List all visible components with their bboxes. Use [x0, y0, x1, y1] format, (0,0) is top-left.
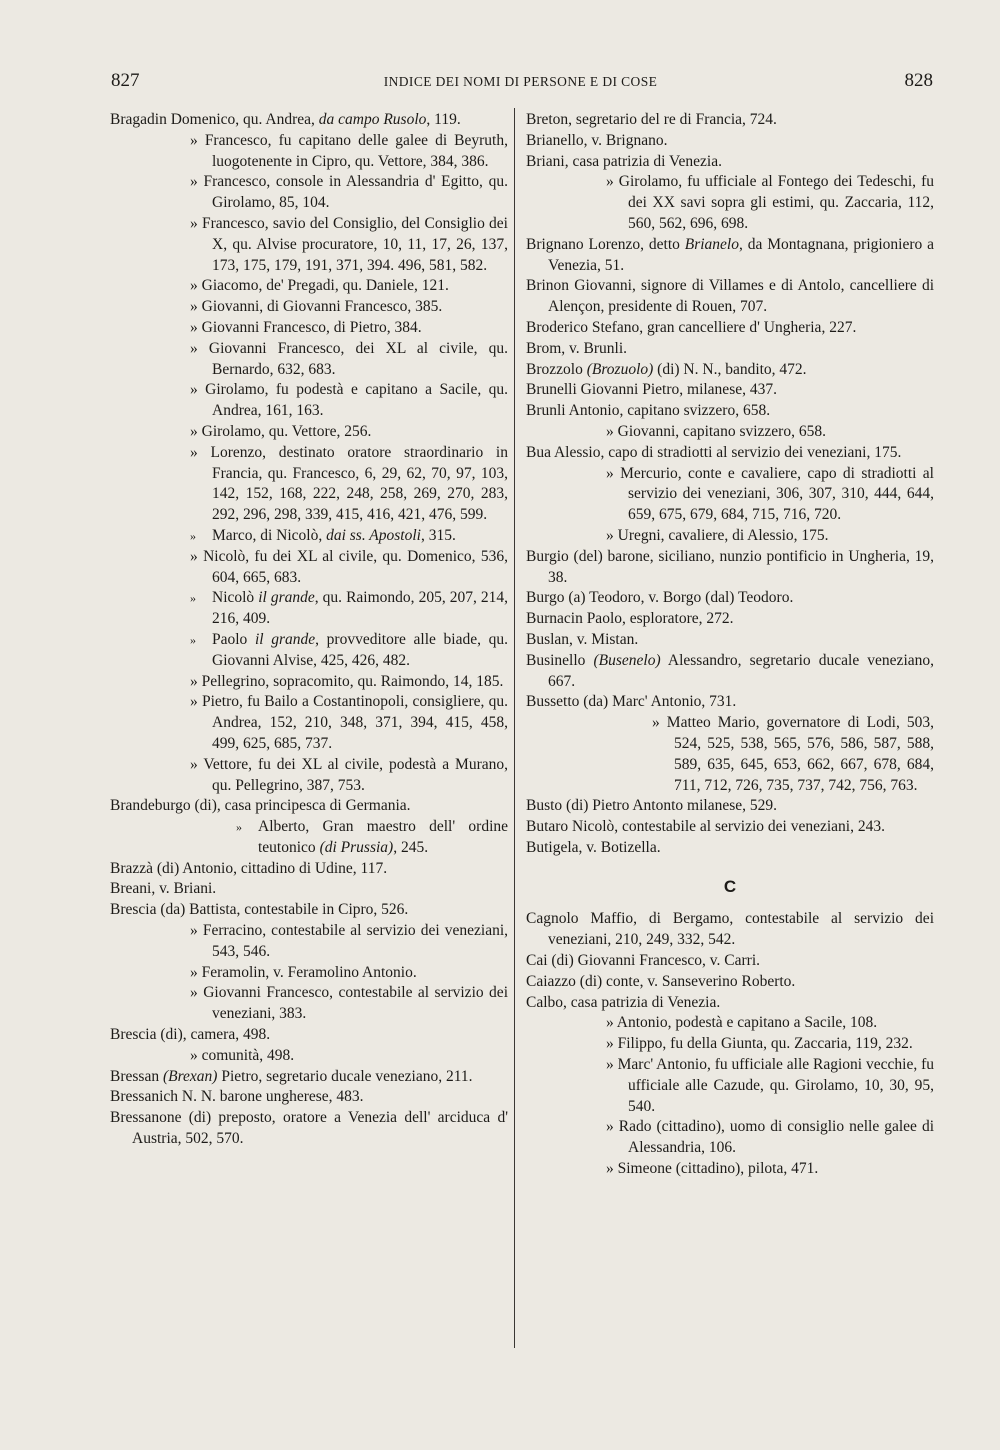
index-entry: » Francesco, fu capitano delle galee di Beyruth, luogotenente in Cipro, qu. Vettore, 384, 386. — [190, 131, 508, 170]
index-entry: Briani, casa patrizia di Venezia. — [526, 152, 722, 170]
index-column-right — [526, 110, 934, 1180]
index-entry: Brinon Giovanni, signore di Villames e di Antolo, cancelliere di Alençon, presidente di Rouen, 707. — [526, 277, 934, 316]
index-entry: Butaro Nicolò, contestabile al servizio dei veneziani, 243. — [526, 818, 885, 836]
index-entry: » Girolamo, fu podestà e capitano a Sacile, qu. Andrea, 161, 163. — [190, 381, 508, 420]
page-header — [108, 70, 933, 100]
index-entry: » Marc' Antonio, fu ufficiale alle Ragioni vecchie, fu ufficiale alle Cazude, qu. Girolamo, 10, 30, 95, 540. — [606, 1056, 934, 1115]
index-entry: Businello (Busenelo) Alessandro, segretario ducale veneziano, 667. — [526, 651, 935, 690]
index-entry: » Giovanni Francesco, dei XL al civile, qu. Bernardo, 632, 683. — [190, 339, 508, 378]
index-entry: » Marco, di Nicolò, dai ss. Apostoli, 315. — [190, 526, 456, 544]
index-entry: Bussetto (da) Marc' Antonio, 731. — [526, 693, 737, 711]
index-entry: Bressan (Brexan) Pietro, segretario ducale veneziano, 211. — [110, 1067, 473, 1085]
column-rule — [514, 108, 515, 1348]
index-entry: » Giovanni, di Giovanni Francesco, 385. — [190, 298, 443, 316]
index-entry: Brom, v. Brunli. — [526, 339, 628, 357]
index-entry: » comunità, 498. — [190, 1046, 295, 1064]
page-number-right: 828 — [904, 70, 933, 91]
index-entry: » Feramolin, v. Feramolino Antonio. — [190, 963, 417, 981]
index-entry: » Girolamo, fu ufficiale al Fontego dei Tedeschi, fu dei XX savi sopra gli estimi, qu. Zaccaria, 112, 560, 562, 696, 698. — [606, 173, 934, 232]
index-entry: Calbo, casa patrizia di Venezia. — [526, 993, 721, 1011]
index-entry: » Lorenzo, destinato oratore straordinario in Francia, qu. Francesco, 6, 29, 62, 70, 97, 103, 142, 152, 168, 222, 248, 258, 269, 270, 283, 292, 296, 298, 339, 415, 416, 421, 476, 599. — [190, 443, 508, 524]
index-entry: Cagnolo Maffio, di Bergamo, contestabile al servizio dei veneziani, 210, 249, 332, 542. — [526, 910, 934, 949]
index-entry: » Filippo, fu della Giunta, qu. Zaccaria, 119, 232. — [606, 1035, 913, 1053]
index-entry: Brunli Antonio, capitano svizzero, 658. — [526, 402, 771, 420]
index-entry: » Vettore, fu dei XL al civile, podestà a Murano, qu. Pellegrino, 387, 753. — [190, 755, 508, 794]
running-title: INDICE DEI NOMI DI PERSONE E DI COSE — [383, 74, 658, 89]
index-entry: » Nicolò il grande, qu. Raimondo, 205, 207, 214, 216, 409. — [190, 589, 508, 628]
index-entry: » Matteo Mario, governatore di Lodi, 503, 524, 525, 538, 565, 576, 586, 587, 588, 589, 635, 645, 653, 662, 667, 678, 684, 711, 712, 726, 735, 737, 742, 756, 763. — [652, 714, 934, 794]
index-entry: Breani, v. Briani. — [110, 880, 217, 898]
index-entry: Bressanich N. N. barone ungherese, 483. — [110, 1088, 364, 1106]
index-entry: Brandeburgo (di), casa principesca di Germania. — [110, 797, 411, 815]
index-entry: Burnacin Paolo, esploratore, 272. — [526, 610, 734, 628]
index-entry: Buslan, v. Mistan. — [526, 630, 639, 648]
index-entry: » Uregni, cavaliere, di Alessio, 175. — [606, 526, 829, 544]
index-entry: » Antonio, podestà e capitano a Sacile, 108. — [606, 1014, 878, 1032]
index-entry: Bua Alessio, capo di stradiotti al servizio dei veneziani, 175. — [526, 443, 902, 461]
index-entry: » Francesco, console in Alessandria d' Egitto, qu. Girolamo, 85, 104. — [190, 173, 508, 212]
index-entry: Butigela, v. Botizella. — [526, 838, 661, 856]
index-entry: Brazzà (di) Antonio, cittadino di Udine, 117. — [110, 859, 388, 877]
index-entry: » Ferracino, contestabile al servizio dei veneziani, 543, 546. — [190, 922, 508, 960]
index-entry: Burgio (del) barone, siciliano, nunzio pontificio in Ungheria, 19, 38. — [526, 547, 934, 586]
index-entry: Brignano Lorenzo, detto Brianelo, da Montagnana, prigioniero a Venezia, 51. — [526, 235, 935, 274]
index-entry: Brunelli Giovanni Pietro, milanese, 437. — [526, 381, 777, 399]
index-entry: Brescia (di), camera, 498. — [110, 1026, 271, 1044]
index-entry: » Paolo il grande, provveditore alle biade, qu. Giovanni Alvise, 425, 426, 482. — [190, 630, 509, 669]
page-number-left: 827 — [111, 70, 140, 91]
index-entry: » Giovanni, capitano svizzero, 658. — [606, 422, 826, 440]
index-entry: » Alberto, Gran maestro dell' ordine teutonico (di Prussia), 245. — [236, 818, 508, 856]
index-entry: » Francesco, savio del Consiglio, del Consiglio dei X, qu. Alvise procuratore, 10, 11, 17, 26, 137, 173, 175, 179, 191, 371, 394. 496, 581, 582. — [190, 214, 508, 274]
index-entry: Busto (di) Pietro Antonto milanese, 529. — [526, 797, 777, 815]
index-entry: » Giacomo, de' Pregadi, qu. Daniele, 121. — [190, 277, 449, 295]
index-entry: Brianello, v. Brignano. — [526, 131, 668, 149]
section-letter: C — [723, 876, 737, 896]
index-entry: » Pellegrino, sopracomito, qu. Raimondo, 14, 185. — [190, 672, 504, 690]
index-entry: Caiazzo (di) conte, v. Sanseverino Roberto. — [526, 972, 796, 990]
index-entry: » Mercurio, conte e cavaliere, capo di stradiotti al servizio dei veneziani, 306, 307, 310, 444, 644, 659, 675, 679, 684, 715, 716, 720. — [606, 464, 934, 524]
index-entry: Burgo (a) Teodoro, v. Borgo (dal) Teodoro. — [526, 589, 794, 607]
index-entry: » Nicolò, fu dei XL al civile, qu. Domenico, 536, 604, 665, 683. — [190, 547, 508, 586]
index-entry: Brescia (da) Battista, contestabile in Cipro, 526. — [110, 901, 409, 919]
index-entry: » Rado (cittadino), uomo di consiglio nelle galee di Alessandria, 106. — [606, 1118, 934, 1157]
index-entry: Bragadin Domenico, qu. Andrea, da campo Rusolo, 119. — [110, 111, 461, 128]
index-entry: Broderico Stefano, gran cancelliere d' Ungheria, 227. — [526, 318, 857, 336]
index-entry: Breton, segretario del re di Francia, 724. — [526, 111, 777, 128]
index-entry: » Simeone (cittadino), pilota, 471. — [606, 1160, 819, 1178]
index-entry: » Giovanni Francesco, di Pietro, 384. — [190, 318, 422, 336]
index-entry: Brozzolo (Brozuolo) (di) N. N., bandito, 472. — [526, 360, 807, 378]
index-entry: » Giovanni Francesco, contestabile al servizio dei veneziani, 383. — [190, 984, 508, 1023]
index-entry: Cai (di) Giovanni Francesco, v. Carri. — [526, 952, 761, 970]
index-entry: Bressanone (di) preposto, oratore a Venezia dell' arciduca d' Austria, 502, 570. — [110, 1109, 508, 1148]
index-entry: » Girolamo, qu. Vettore, 256. — [190, 422, 372, 440]
index-column-left — [110, 110, 508, 1150]
index-entry: » Pietro, fu Bailo a Costantinopoli, consigliere, qu. Andrea, 152, 210, 348, 371, 394, 415, 458, 499, 625, 685, 737. — [190, 693, 508, 752]
